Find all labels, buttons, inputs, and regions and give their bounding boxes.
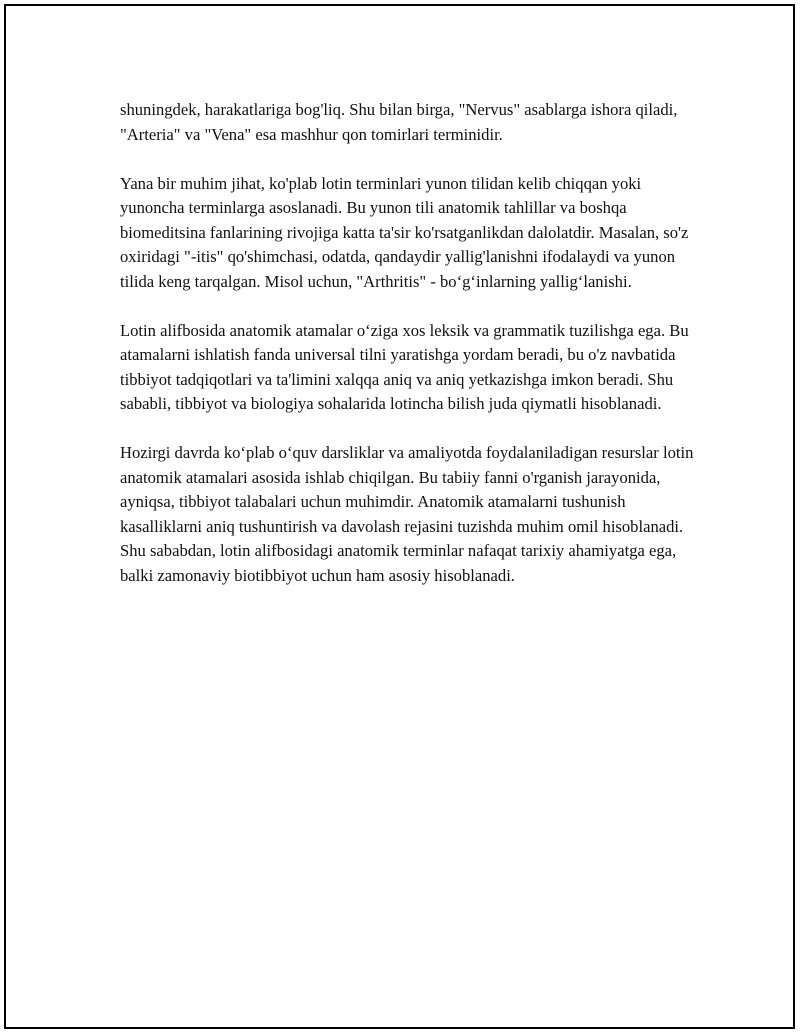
paragraph-1: shuningdek, harakatlariga bog'liq. Shu bilan birga, "Nervus" asablarga ishora qiladi, "Arteria" va "Vena" esa mashhur qon tomirlari terminidir. — [120, 100, 678, 144]
paragraph-2: Yana bir muhim jihat, ko'plab lotin terminlari yunon tilidan kelib chiqqan yoki yunoncha terminlarga asoslanadi. Bu yunon tili anatomik tahlillar va boshqa biomeditsina fanlarining rivojiga katta ta'sir ko'rsatganlikdan dalolatdir. Masalan, so'z oxiridagi "-itis" qo'shimchasi, odatda, qandaydir yallig'lanishni ifodalaydi va yunon tilida keng tarqalgan. Misol uchun, "Arthritis" - bo‘g‘inlarning yallig‘lanishi. — [120, 173, 689, 291]
page-frame — [4, 4, 795, 1029]
document-body — [120, 98, 700, 613]
paragraph-3: Lotin alifbosida anatomik atamalar o‘ziga xos leksik va grammatik tuzilishga ega. Bu atamalarni ishlatish fanda universal tilni yaratishga yordam beradi, bu o'z navbatida tibbiyot tadqiqotlari va ta'limini xalqqa aniq va aniq yetkazishga imkon beradi. Shu sababli, tibbiyot va biologiya sohalarida lotincha bilish juda qiymatli hisoblanadi. — [120, 320, 689, 413]
paragraph-4: Hozirgi davrda ko‘plab o‘quv darsliklar va amaliyotda foydalaniladigan resurslar lotin anatomik atamalari asosida ishlab chiqilgan. Bu tabiiy fanni o'rganish jarayonida, ayniqsa, tibbiyot talabalari uchun muhimdir. Anatomik atamalarni tushunish kasalliklarni aniq tushuntirish va davolash rejasini tuzishda muhim omil hisoblanadi. Shu sababdan, lotin alifbosidagi anatomik terminlar nafaqat tarixiy ahamiyatga ega, balki zamonaviy biotibbiyot uchun ham asosiy hisoblanadi. — [120, 443, 694, 585]
